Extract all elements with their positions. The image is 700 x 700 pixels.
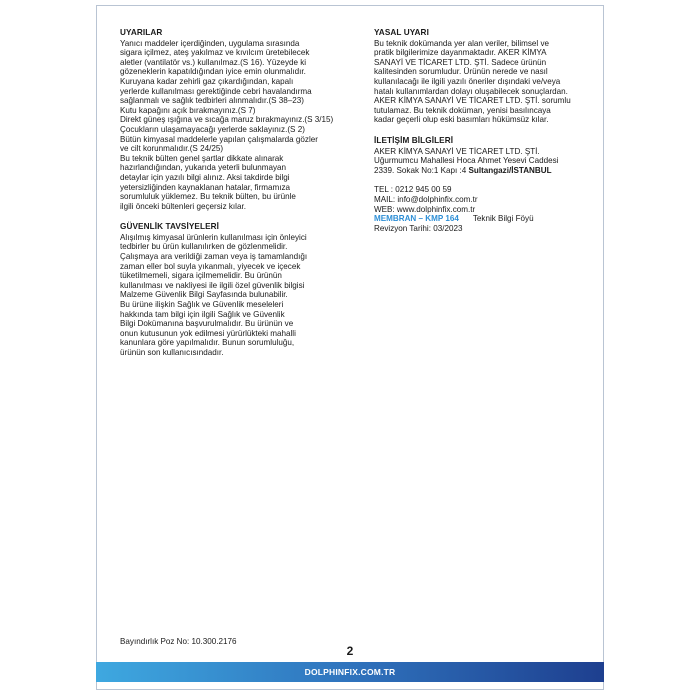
website-address: WEB: www.dolphinfix.com.tr <box>374 204 476 214</box>
address-city: Sultangazi/İSTANBUL <box>468 165 552 175</box>
phone-number: TEL : 0212 945 00 59 <box>374 185 452 195</box>
left-column <box>120 28 345 358</box>
address-street: 2339. Sokak No:1 Kapı :4 <box>374 165 469 175</box>
right-column <box>374 28 589 233</box>
bayindirlik-poz-no: Bayındırlık Poz No: 10.300.2176 <box>120 637 237 646</box>
legal-heading: YASAL UYARI <box>374 28 429 37</box>
address-line-1: Uğurmumcu Mahallesi Hoca Ahmet Yesevi Caddesi <box>374 156 559 166</box>
warnings-text: Yanıcı maddeler içerdiğinden, uygulama sırasında sigara içilmez, ateş yakılmaz ve kıvılcım üretebilecek aletler (vantilatör vs.) kullanılmaz.(S 16). Yüzeyde ki gözeneklerin kapatıldığından iyice emin olunmalıdır. Kuruyana kadar zehirli gaz çıkardığından, kapalı yerlerde kullanılması gerektiğinde cebri havalandırma sağlanmalı ve sağlık tedbirleri alınmalıdır.(S 38–23) Kutu kapağını açık bırakmayınız.(S 7) Direkt güneş ışığına ve sıcağa maruz bırakmayınız.(S 3/15) Çocukların ulaşamayacağı yerlerde saklayınız.(S 2) Bütün kimyasal maddelerle yapılan çalışmalarda gözler ve cilt korunmalıdır.(S 24/25) Bu teknik bülten genel şartlar dikkate alınarak hazırlandığından, yukarıda yeterli bulunmayan detaylar için yazılı bilgi alınız. Aksi takdirde bilgi yetersizliğinden kaynaklanan hatalar, firmamıza sorumluluk yüklemez. Bu teknik bülten, bu ürünle ilgili önceki bültenleri geçersiz kılar. <box>120 38 334 211</box>
safety-text: Alışılmış kimyasal ürünlerin kullanılması için önleyici tedbirler bu ürün kullanılırken de gözlenmelidir. Çalışmaya ara verildiği zaman veya iş tamamlandığı zaman eller bol suyla yıkanmalı, yiyecek ve içecek tüketilmemeli, sigara içilmemelidir. Bu ürünün kullanılması ve nakliyesi ile ilgili özel güvenlik bilgisi Malzeme Güvenlik Bilgi Sayfasında bulunabilir. Bu ürüne ilişkin Sağlık ve Güvenlik meseleleri hakkında tam bilgi için ilgili Sağlık ve Güvenlik Bilgi Dokümanına başvurulmalıdır. Bu ürünün ve onun kutusunun yok edilmesi yürürlükteki mahalli kanunlara göre yapılmalıdır. Bunun sorumluluğu, ürünün son kullanıcısındadır. <box>120 232 308 357</box>
page-number: 2 <box>346 644 354 658</box>
legal-text: Bu teknik dokümanda yer alan veriler, bilimsel ve pratik bilgilerimize dayanmaktadır. AKER KİMYA SANAYİ VE TİCARET LTD. ŞTİ. Sadece ürünün kalitesinden sorumludur. Ürünün nerede ve nasıl kullanılacağı ile ilgili yazılı öneriler dışındaki ve/veya hatalı kullanımlardan dolayı oluşabilecek sonuçlardan. AKER KİMYA SANAYİ VE TİCARET LTD. ŞTİ. sorumlu tutulamaz. Bu teknik doküman, yenisi basılıncaya kadar geçerli olup eski basımları hükümsüz kılar. <box>374 38 571 125</box>
product-code: MEMBRAN – KMP 164 <box>374 214 459 224</box>
email-address: MAIL: info@dolphinfix.com.tr <box>374 194 478 204</box>
document-page <box>96 5 604 690</box>
address-line-2 <box>374 166 589 176</box>
contact-heading: İLETİŞİM BİLGİLERİ <box>374 135 454 145</box>
document-type: Teknik Bilgi Föyü <box>472 214 534 224</box>
company-name: AKER KİMYA SANAYİ VE TİCARET LTD. ŞTİ. <box>374 146 540 156</box>
warnings-heading: UYARILAR <box>120 28 163 37</box>
revision-date: Revizyon Tarihi: 03/2023 <box>374 223 463 233</box>
safety-heading: GÜVENLİK TAVSİYELERİ <box>120 222 220 232</box>
footer-bar <box>96 662 604 682</box>
footer-website: DOLPHINFIX.COM.TR <box>304 667 396 677</box>
product-row <box>374 214 589 224</box>
